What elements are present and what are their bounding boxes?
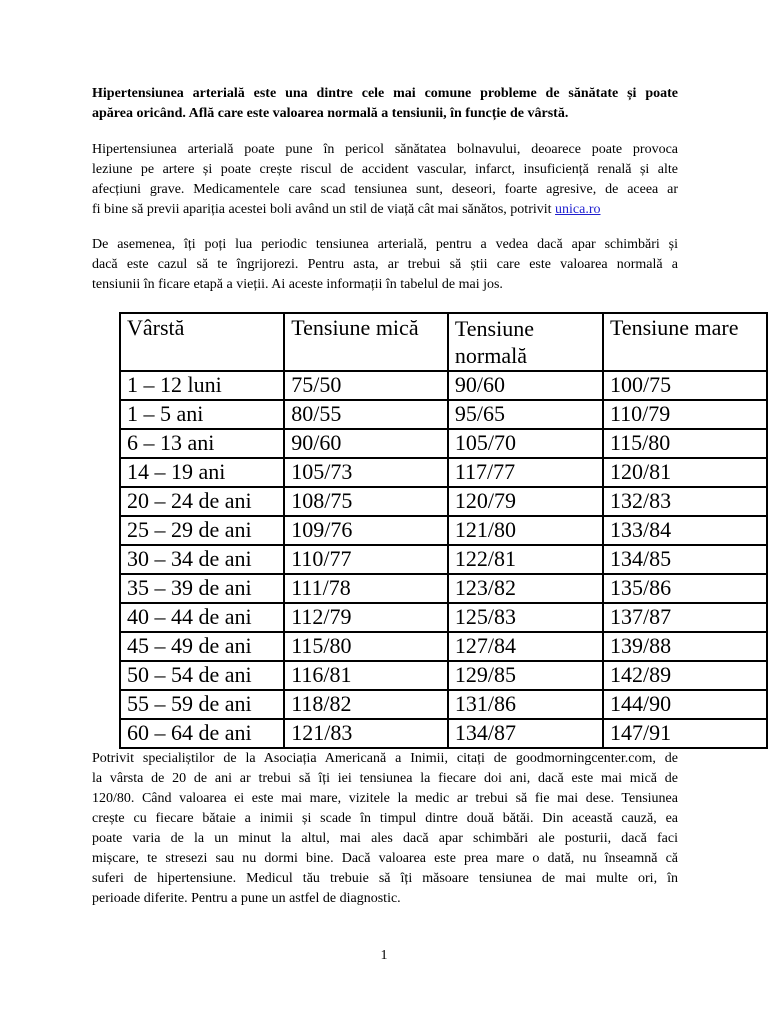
body-paragraph-2 — [92, 235, 678, 295]
header-low-pressure: Tensiune mică — [284, 313, 448, 371]
paragraph-line: leziune pe artere și poate crește riscul de accident vascular, infarct, insuficiență renală și alte — [92, 162, 678, 177]
body-paragraph-1 — [92, 140, 678, 220]
paragraph-line: perioade diferite. Pentru a pune un astfel de diagnostic. — [92, 891, 401, 906]
table-header-row — [120, 313, 767, 371]
paragraph-line-text: fi bine să previi apariția acestei boli având un stil de viață cât mai sănătos, potrivit — [92, 202, 556, 217]
cell-high-pressure: 133/84 — [603, 516, 767, 545]
table-row — [120, 458, 767, 487]
cell-normal-pressure: 120/79 — [448, 487, 603, 516]
intro-line: apărea oricând. Află care este valoarea normală a tensiunii, în funcție de vârstă. — [92, 106, 569, 121]
cell-high-pressure: 147/91 — [603, 719, 767, 748]
cell-normal-pressure: 134/87 — [448, 719, 603, 748]
table-row — [120, 690, 767, 719]
cell-low-pressure: 110/77 — [284, 545, 448, 574]
cell-high-pressure: 100/75 — [603, 371, 767, 400]
paragraph-line: poate varia de la un minut la altul, mai ales dacă apar schimbări ale posturii, dacă faci — [92, 831, 678, 846]
table-row — [120, 516, 767, 545]
paragraph-line: crește cu fiecare bătaie a inimii și scade în timpul dintre două bătăi. Din această cauză, ea — [92, 811, 678, 826]
cell-normal-pressure: 127/84 — [448, 632, 603, 661]
paragraph-line: tensiunii în ficare etapă a vieții. Ai aceste informații în tabelul de mai jos. — [92, 277, 503, 292]
cell-normal-pressure: 123/82 — [448, 574, 603, 603]
table-row — [120, 400, 767, 429]
cell-age: 25 – 29 de ani — [120, 516, 284, 545]
cell-low-pressure: 112/79 — [284, 603, 448, 632]
cell-age: 45 – 49 de ani — [120, 632, 284, 661]
cell-age: 60 – 64 de ani — [120, 719, 284, 748]
paragraph-line: De asemenea, îți poți lua periodic tensiunea arterială, pentru a vedea dacă apar schimbări și — [92, 237, 678, 252]
cell-normal-pressure: 122/81 — [448, 545, 603, 574]
cell-age: 35 – 39 de ani — [120, 574, 284, 603]
header-high-pressure: Tensiune mare — [603, 313, 767, 371]
cell-normal-pressure: 131/86 — [448, 690, 603, 719]
table-row — [120, 545, 767, 574]
page-number: 1 — [380, 948, 388, 963]
paragraph-line: Potrivit specialiștilor de la Asociația Americană a Inimii, citați de goodmorningcenter.com, de — [92, 751, 678, 766]
table-row — [120, 574, 767, 603]
paragraph-line — [92, 200, 678, 220]
source-link[interactable]: unica.ro — [555, 202, 601, 217]
table-row — [120, 719, 767, 748]
cell-age: 1 – 5 ani — [120, 400, 284, 429]
cell-normal-pressure: 117/77 — [448, 458, 603, 487]
cell-age: 20 – 24 de ani — [120, 487, 284, 516]
table-row — [120, 371, 767, 400]
cell-high-pressure: 115/80 — [603, 429, 767, 458]
paragraph-line: suferi de hipertensiune. Medicul tău trebuie să îți măsoare tensiunea de mai multe ori, în — [92, 871, 678, 886]
cell-low-pressure: 116/81 — [284, 661, 448, 690]
table-row — [120, 661, 767, 690]
cell-age: 14 – 19 ani — [120, 458, 284, 487]
cell-normal-pressure: 129/85 — [448, 661, 603, 690]
cell-normal-pressure: 105/70 — [448, 429, 603, 458]
paragraph-line: Hipertensiunea arterială poate pune în pericol sănătatea bolnavului, deoarece poate provoca — [92, 142, 678, 157]
blood-pressure-table — [119, 312, 768, 749]
cell-normal-pressure: 90/60 — [448, 371, 603, 400]
cell-low-pressure: 121/83 — [284, 719, 448, 748]
header-age: Vârstă — [120, 313, 284, 371]
paragraph-line: dacă este cazul să te îngrijorezi. Pentru asta, ar trebui să știi care este valoarea normală a — [92, 257, 678, 272]
table-row — [120, 632, 767, 661]
cell-age: 50 – 54 de ani — [120, 661, 284, 690]
paragraph-line: afecțiuni grave. Medicamentele care scad tensiunea sunt, deseori, foarte agresive, de aceea ar — [92, 182, 678, 197]
cell-high-pressure: 120/81 — [603, 458, 767, 487]
cell-high-pressure: 144/90 — [603, 690, 767, 719]
intro-line: Hipertensiunea arterială este una dintre cele mai comune probleme de sănătate și poate — [92, 86, 678, 101]
cell-normal-pressure: 121/80 — [448, 516, 603, 545]
cell-age: 55 – 59 de ani — [120, 690, 284, 719]
cell-low-pressure: 105/73 — [284, 458, 448, 487]
cell-high-pressure: 132/83 — [603, 487, 767, 516]
header-normal-pressure: Tensiune normală — [448, 313, 603, 371]
cell-high-pressure: 142/89 — [603, 661, 767, 690]
cell-age: 30 – 34 de ani — [120, 545, 284, 574]
cell-low-pressure: 90/60 — [284, 429, 448, 458]
body-paragraph-3 — [92, 749, 678, 909]
cell-high-pressure: 139/88 — [603, 632, 767, 661]
cell-age: 6 – 13 ani — [120, 429, 284, 458]
table-row — [120, 603, 767, 632]
blood-pressure-table-container — [119, 312, 768, 745]
cell-high-pressure: 137/87 — [603, 603, 767, 632]
intro-paragraph — [92, 84, 678, 124]
cell-low-pressure: 109/76 — [284, 516, 448, 545]
cell-normal-pressure: 125/83 — [448, 603, 603, 632]
cell-low-pressure: 118/82 — [284, 690, 448, 719]
paragraph-line: mișcare, te stresezi sau nu dormi bine. Dacă valoarea este prea mare o dată, nu înseamnă că — [92, 851, 678, 866]
paragraph-line: 120/80. Când valoarea ei este mai mare, vizitele la medic ar trebui să fie mai dese. Tensiunea — [92, 791, 678, 806]
cell-low-pressure: 75/50 — [284, 371, 448, 400]
cell-high-pressure: 110/79 — [603, 400, 767, 429]
cell-low-pressure: 111/78 — [284, 574, 448, 603]
cell-low-pressure: 115/80 — [284, 632, 448, 661]
cell-low-pressure: 80/55 — [284, 400, 448, 429]
cell-age: 40 – 44 de ani — [120, 603, 284, 632]
cell-high-pressure: 134/85 — [603, 545, 767, 574]
table-row — [120, 429, 767, 458]
table-row — [120, 487, 767, 516]
cell-high-pressure: 135/86 — [603, 574, 767, 603]
cell-low-pressure: 108/75 — [284, 487, 448, 516]
cell-normal-pressure: 95/65 — [448, 400, 603, 429]
paragraph-line: la vârsta de 20 de ani ar trebui să îți iei tensiunea la fiecare doi ani, dacă este mai mică de — [92, 771, 678, 786]
cell-age: 1 – 12 luni — [120, 371, 284, 400]
